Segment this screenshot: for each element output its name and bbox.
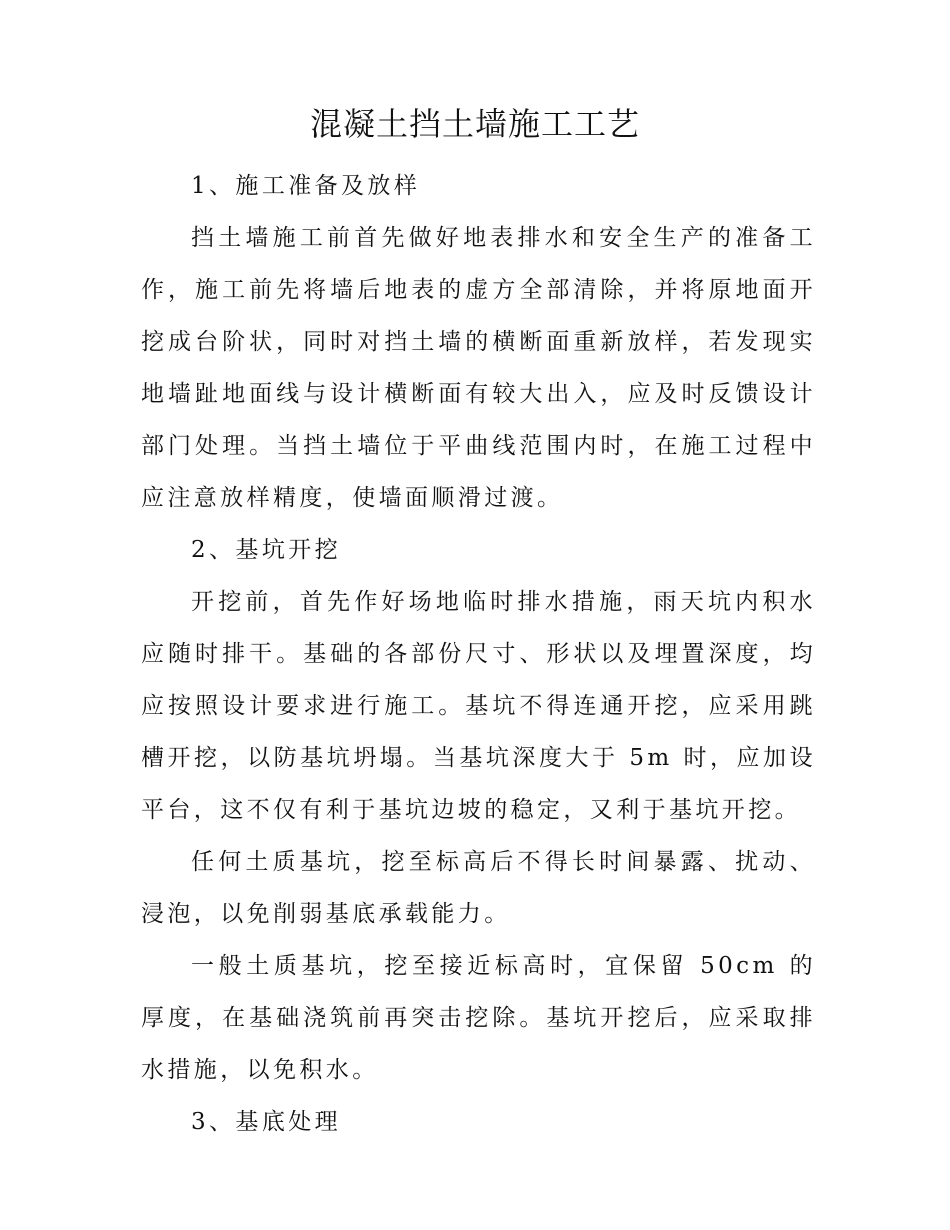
section-heading: 3、基底处理 <box>191 1109 342 1135</box>
paragraph: 任何土质基坑，挖至标高后不得长时间暴露、扰动、浸泡，以免削弱基底承载能力。 <box>141 849 816 927</box>
paragraph: 一般土质基坑，挖至接近标高时，宜保留 50cm 的厚度，在基础浇筑前再突击挖除。基坑开挖后，应采取排水措施，以免积水。 <box>141 953 816 1083</box>
document-body <box>141 160 816 1148</box>
paragraph: 挡土墙施工前首先做好地表排水和安全生产的准备工作，施工前先将墙后地表的虚方全部清除，并将原地面开挖成台阶状，同时对挡土墙的横断面重新放样，若发现实地墙趾地面线与设计横断面有较大出入，应及时反馈设计部门处理。当挡土墙位于平曲线范围内时，在施工过程中应注意放样精度，使墙面顺滑过渡。 <box>141 225 816 511</box>
document-title: 混凝土挡土墙施工工艺 <box>309 105 640 143</box>
section-heading: 1、施工准备及放样 <box>191 173 421 199</box>
paragraph: 开挖前，首先作好场地临时排水措施，雨天坑内积水应随时排干。基础的各部份尺寸、形状以及埋置深度，均应按照设计要求进行施工。基坑不得连通开挖，应采用跳槽开挖，以防基坑坍塌。当基坑深度大于 5m 时，应加设平台，这不仅有利于基坑边坡的稳定，又利于基坑开挖。 <box>141 589 816 823</box>
section-heading: 2、基坑开挖 <box>191 537 342 563</box>
